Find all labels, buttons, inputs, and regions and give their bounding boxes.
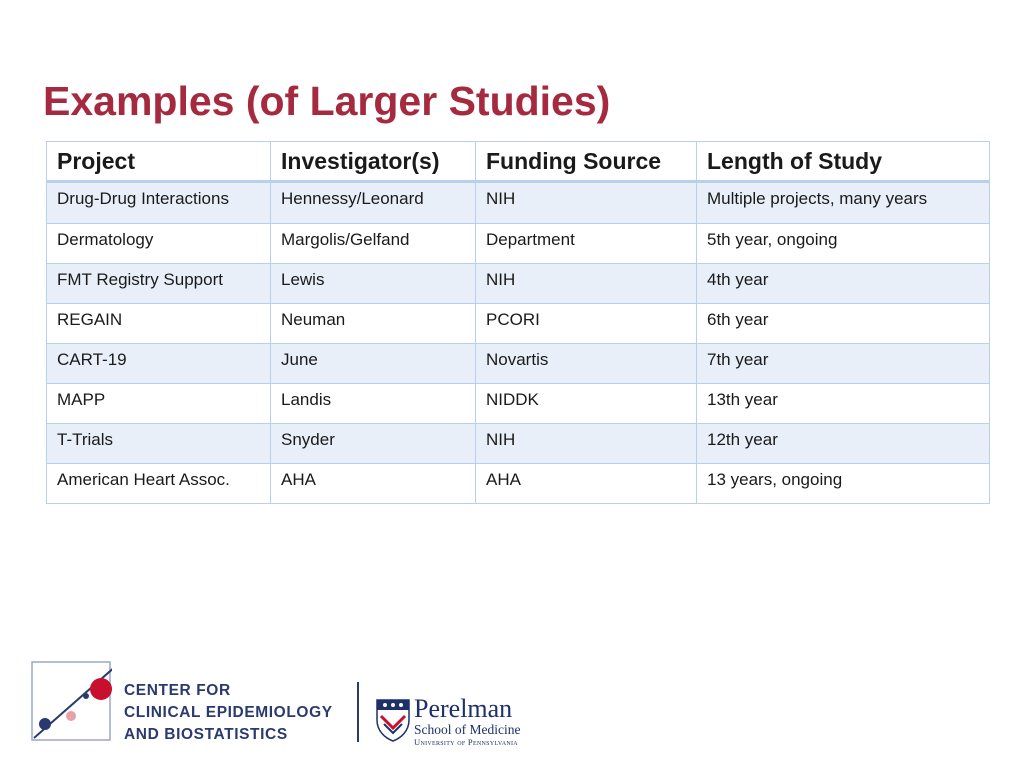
- school-of-medicine: School of Medicine: [414, 722, 521, 737]
- table-row: [47, 264, 990, 304]
- table-row: [47, 464, 990, 504]
- cell-funding-source: NIH: [476, 424, 697, 464]
- cell-funding-source: AHA: [476, 464, 697, 504]
- cell-funding-source: NIDDK: [476, 384, 697, 424]
- table-row: [47, 344, 990, 384]
- footer-logos: [30, 660, 530, 746]
- slide-title: Examples (of Larger Studies): [43, 78, 611, 124]
- cceb-line-2: CLINICAL EPIDEMIOLOGY: [124, 704, 333, 721]
- cell-length-of-study: 12th year: [697, 424, 990, 464]
- table-row: [47, 424, 990, 464]
- cell-funding-source: Novartis: [476, 344, 697, 384]
- cell-project: Dermatology: [47, 224, 271, 264]
- header-project: Project: [47, 142, 271, 182]
- cell-project: T-Trials: [47, 424, 271, 464]
- university-name: University of Pennsylvania: [414, 737, 518, 747]
- penn-shield-icon: [375, 698, 411, 742]
- cell-funding-source: Department: [476, 224, 697, 264]
- cell-length-of-study: 7th year: [697, 344, 990, 384]
- cell-length-of-study: 13 years, ongoing: [697, 464, 990, 504]
- cell-investigators: Snyder: [271, 424, 476, 464]
- cell-length-of-study: 13th year: [697, 384, 990, 424]
- cceb-wordmark: [124, 680, 333, 746]
- cell-investigators: Neuman: [271, 304, 476, 344]
- studies-table: [46, 141, 990, 504]
- cell-length-of-study: 6th year: [697, 304, 990, 344]
- cell-funding-source: NIH: [476, 264, 697, 304]
- cell-investigators: Landis: [271, 384, 476, 424]
- cell-length-of-study: 4th year: [697, 264, 990, 304]
- cell-length-of-study: 5th year, ongoing: [697, 224, 990, 264]
- logo-divider: [357, 682, 359, 742]
- perelman-wordmark: [414, 696, 520, 747]
- table-row: [47, 304, 990, 344]
- cell-funding-source: PCORI: [476, 304, 697, 344]
- table-row: [47, 384, 990, 424]
- header-investigators: Investigator(s): [271, 142, 476, 182]
- cell-investigators: June: [271, 344, 476, 384]
- cell-project: MAPP: [47, 384, 271, 424]
- cell-project: CART-19: [47, 344, 271, 384]
- table-row: [47, 224, 990, 264]
- cell-investigators: Hennessy/Leonard: [271, 182, 476, 224]
- header-length-of-study: Length of Study: [697, 142, 990, 182]
- cell-project: Drug-Drug Interactions: [47, 182, 271, 224]
- cell-investigators: AHA: [271, 464, 476, 504]
- cell-project: American Heart Assoc.: [47, 464, 271, 504]
- cceb-logo-mark-icon: [30, 660, 112, 742]
- cell-project: FMT Registry Support: [47, 264, 271, 304]
- cell-funding-source: NIH: [476, 182, 697, 224]
- cceb-line-3: AND BIOSTATISTICS: [124, 726, 288, 743]
- cell-project: REGAIN: [47, 304, 271, 344]
- header-funding-source: Funding Source: [476, 142, 697, 182]
- cell-length-of-study: Multiple projects, many years: [697, 182, 990, 224]
- table-row: [47, 182, 990, 224]
- perelman-name: Perelman: [414, 694, 513, 723]
- table-header-row: [47, 142, 990, 182]
- cell-investigators: Lewis: [271, 264, 476, 304]
- cell-investigators: Margolis/Gelfand: [271, 224, 476, 264]
- cceb-line-1: CENTER FOR: [124, 682, 231, 699]
